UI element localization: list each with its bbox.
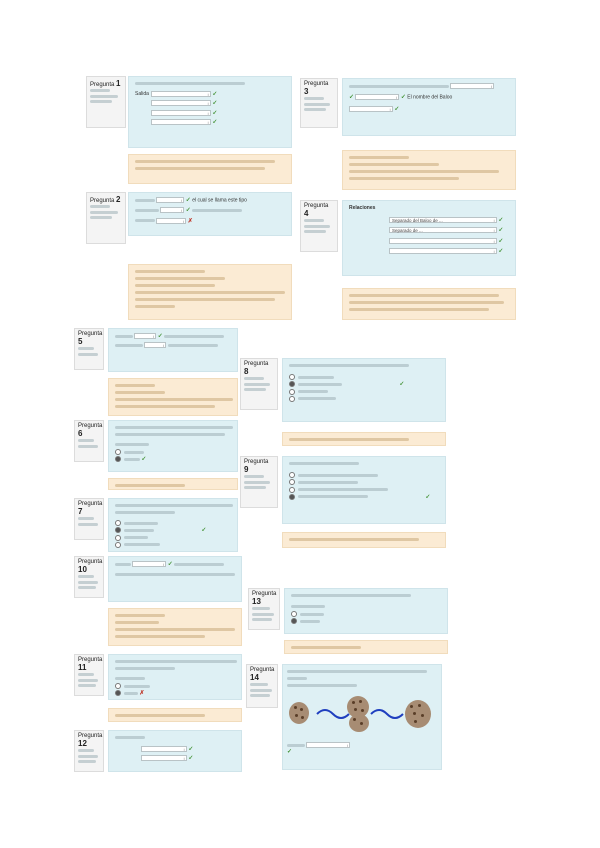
question-content [108, 654, 242, 700]
flag-question-link[interactable] [304, 107, 334, 113]
question-content [128, 76, 292, 148]
incorrect-icon: ✗ [139, 690, 145, 697]
question-number: Pregunta 6 [78, 423, 103, 438]
question-info [74, 498, 104, 540]
question-5 [74, 328, 238, 416]
question-3 [300, 78, 516, 190]
answer-select[interactable] [389, 238, 497, 244]
answer-select[interactable] [156, 197, 184, 203]
question-content [282, 456, 446, 524]
question-content: ↕ ✓ ↕ [108, 328, 238, 372]
question-info [86, 192, 126, 244]
answer-option[interactable] [291, 618, 441, 625]
question-12 [74, 730, 242, 774]
question-content: ↕ ✓ ↕ ✓ [108, 730, 242, 772]
correct-icon: ✓ [212, 100, 218, 107]
question-info [86, 76, 126, 128]
cell-cluster-image [289, 702, 309, 724]
answer-select[interactable] [355, 94, 399, 100]
answer-select[interactable] [349, 106, 393, 112]
question-10 [74, 556, 242, 646]
question-number: Pregunta 2 [90, 195, 121, 204]
answer-option[interactable]: ✓ [289, 494, 439, 501]
question-number: Pregunta 10 [78, 559, 103, 574]
answer-select[interactable] [134, 333, 156, 339]
answer-select[interactable] [389, 248, 497, 254]
answer-select[interactable]: Separado de ... ↕ [389, 227, 497, 233]
cell-cluster-image [349, 714, 369, 732]
question-number: Pregunta 9 [244, 459, 269, 474]
question-6 [74, 420, 238, 490]
question-13 [248, 588, 448, 654]
answer-select[interactable] [151, 119, 211, 125]
question-info [74, 420, 104, 462]
answer-option[interactable] [289, 479, 439, 486]
answer-select[interactable] [141, 746, 187, 752]
cell-cluster-image [405, 700, 431, 728]
answer-option[interactable] [289, 389, 439, 396]
answer-option[interactable] [289, 374, 439, 381]
answer-select[interactable] [144, 342, 166, 348]
question-info [300, 78, 338, 128]
row-label: Salida [135, 91, 149, 98]
question-4 [300, 200, 516, 320]
feedback-box [108, 478, 238, 490]
feedback-box [108, 378, 238, 416]
correct-icon: ✓ [212, 119, 218, 126]
question-7 [74, 498, 238, 552]
feedback-box [282, 532, 446, 548]
question-11 [74, 654, 242, 724]
answer-option[interactable]: ✓ [115, 456, 231, 463]
question-heading: Relaciones [349, 205, 376, 211]
flag-question-link[interactable] [244, 485, 274, 491]
flag-question-link[interactable] [78, 585, 100, 591]
answer-option[interactable] [115, 683, 235, 690]
question-content: ↕ ✓ [282, 664, 442, 770]
answer-option[interactable] [291, 611, 441, 618]
question-number: Pregunta 12 [78, 733, 103, 748]
answer-option[interactable] [115, 542, 231, 549]
incorrect-icon: ✗ [187, 217, 193, 224]
question-info [240, 358, 278, 410]
question-content: ↕ ✓ el cual se llama este tipo ↕ ✓ ↕ ✗ [128, 192, 292, 236]
question-content: ↕ ✓ ↕ ✓ El nombre del Baloo ↕ ✓ [342, 78, 516, 136]
question-info [246, 664, 278, 708]
feedback-box [284, 640, 448, 654]
question-number: Pregunta 3 [304, 81, 329, 96]
question-image [287, 694, 439, 734]
flag-question-link[interactable] [78, 759, 100, 765]
answer-option[interactable] [289, 396, 439, 403]
feedback-box [282, 432, 446, 446]
question-info [74, 556, 104, 598]
question-info [240, 456, 278, 508]
question-number: Pregunta 5 [78, 331, 103, 346]
question-1 [86, 76, 292, 184]
question-content: ↕ ✓ [108, 556, 242, 602]
question-text: El nombre del Baloo [407, 94, 453, 101]
question-14 [246, 664, 442, 770]
question-number: Pregunta 11 [78, 657, 103, 672]
question-content: Relaciones Separado del Baloo de ... ↕ ✓ Separado de ... ↕ ✓ ↕ ✓ ↕ ✓ [342, 200, 516, 276]
feedback-box [108, 708, 242, 722]
answer-option[interactable] [115, 690, 235, 697]
answer-select[interactable] [151, 110, 211, 116]
answer-option[interactable] [289, 472, 439, 479]
question-content [284, 588, 448, 634]
question-info [300, 200, 338, 252]
flag-question-link[interactable] [252, 617, 276, 623]
flag-question-link[interactable] [250, 693, 274, 699]
question-number: Pregunta 13 [252, 591, 277, 606]
feedback-box [108, 608, 242, 646]
question-content [282, 358, 446, 422]
answer-option[interactable] [115, 520, 231, 527]
question-2 [86, 192, 292, 320]
answer-select[interactable] [151, 100, 211, 106]
question-content [108, 420, 238, 472]
question-content [108, 498, 238, 552]
feedback-box [342, 288, 516, 320]
answer-select[interactable]: Separado del Baloo de ... ↕ [389, 217, 497, 223]
question-info [248, 588, 280, 630]
feedback-box [128, 154, 292, 184]
answer-select[interactable] [151, 91, 211, 97]
question-number: Pregunta 1 [90, 79, 121, 88]
answer-select[interactable] [132, 561, 166, 567]
answer-select[interactable] [156, 218, 186, 224]
answer-option[interactable] [289, 487, 439, 494]
answer-select[interactable] [141, 755, 187, 761]
question-9 [240, 456, 446, 548]
answer-select[interactable] [450, 83, 494, 89]
correct-icon: ✓ [212, 109, 218, 116]
question-number: Pregunta 4 [304, 203, 329, 218]
flag-question-link[interactable] [244, 387, 274, 393]
question-number: Pregunta 7 [78, 501, 103, 516]
answer-option[interactable] [115, 449, 231, 456]
question-info [74, 328, 104, 370]
flag-question-link[interactable] [78, 683, 100, 689]
question-number: Pregunta 14 [250, 667, 275, 682]
question-8 [240, 358, 446, 446]
question-text: el cual se llama este tipo [192, 197, 247, 204]
answer-option[interactable] [115, 535, 231, 542]
answer-option[interactable]: ✓ [115, 527, 231, 534]
answer-option[interactable]: ✓ [289, 381, 439, 388]
answer-input[interactable] [306, 742, 350, 748]
feedback-box [342, 150, 516, 190]
answer-select[interactable] [160, 207, 184, 213]
flag-question-link[interactable] [90, 215, 122, 221]
question-info [74, 730, 104, 772]
question-number: Pregunta 8 [244, 361, 269, 376]
correct-icon: ✓ [212, 91, 218, 98]
flag-question-link[interactable] [90, 99, 122, 105]
question-info [74, 654, 104, 696]
flag-question-link[interactable] [304, 229, 334, 235]
feedback-box [128, 264, 292, 320]
